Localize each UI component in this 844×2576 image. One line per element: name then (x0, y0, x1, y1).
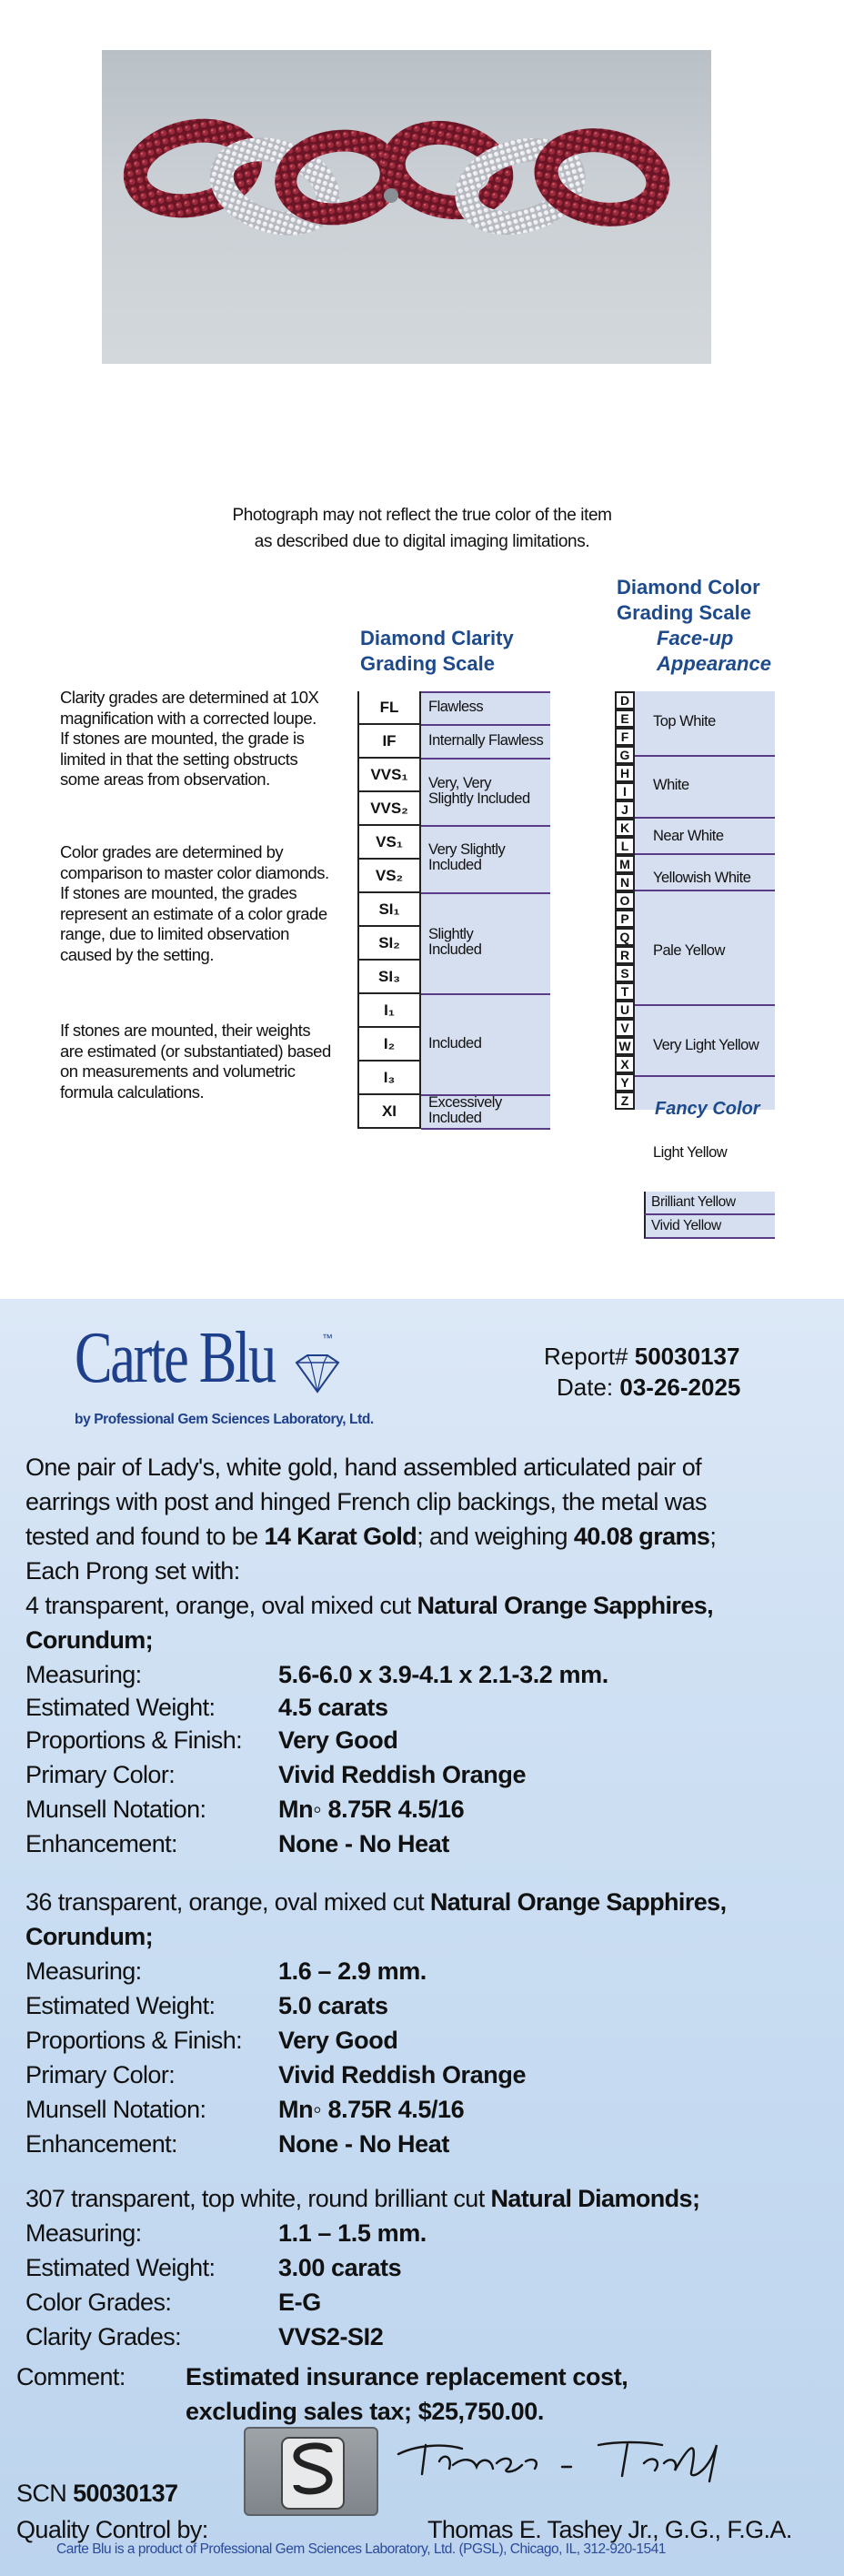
field-value: 4.5 carats (278, 1694, 388, 1721)
color-grade-letter: Y (615, 1073, 635, 1092)
clarity-row (357, 961, 550, 994)
lab-name: by Professional Gem Sciences Laboratory, Ltd. (75, 1412, 374, 1427)
clarity-row (357, 994, 550, 1028)
date-label: Date: (557, 1374, 614, 1401)
quality-seal-stamp (244, 2427, 378, 2516)
grade-cell: VS₁ (357, 826, 421, 860)
trademark-mark: ™ (322, 1332, 333, 1344)
color-grade-letter: J (615, 800, 635, 819)
color-label: White (653, 777, 689, 793)
report-number: 50030137 (634, 1343, 740, 1370)
grade-cell: I₁ (357, 994, 421, 1028)
color-label: Pale Yellow (653, 942, 725, 959)
description-line: tested and found to be 14 Karat Gold; and weighing 40.08 grams; (25, 1523, 717, 1550)
grade-cell: IF (357, 725, 421, 759)
field-label: Estimated Weight: (25, 1694, 216, 1721)
field-value: 1.6 – 2.9 mm. (278, 1957, 427, 1985)
fancy-color-title: Fancy Color (655, 1099, 760, 1119)
clarity-note: Clarity grades are determined at 10X magnification with a corrected loupe. If stones are mounted, the grade is limited in that the setting obstructs some areas from observation. (60, 688, 319, 789)
field-value: Mn◦ 8.75R 4.5/16 (278, 2096, 465, 2123)
field-label: Measuring: (25, 2219, 142, 2247)
fancy-grade: Brilliant Yellow (644, 1192, 775, 1215)
clarity-label: Flawless (428, 699, 484, 715)
grade-cell: SI₃ (357, 961, 421, 994)
grade-cell: I₃ (357, 1062, 421, 1095)
description-line: Each Prong set with: (25, 1557, 240, 1585)
signature (389, 2418, 735, 2500)
clarity-label: Very, Very Slightly Included (428, 775, 530, 807)
jewelry-photo (102, 50, 711, 364)
clarity-label: Excessively Included (428, 1094, 502, 1126)
photo-disclaimer (0, 502, 844, 555)
field-label: Enhancement: (25, 2130, 177, 2158)
color-grade-letter: N (615, 873, 635, 891)
color-grade-letter: E (615, 709, 635, 728)
field-value: Very Good (278, 2027, 398, 2054)
clarity-scale-table (357, 691, 550, 1129)
field-value: Vivid Reddish Orange (278, 2061, 527, 2088)
field-label: Measuring: (25, 1957, 142, 1985)
metal-karat: 14 Karat Gold (264, 1523, 417, 1550)
field-label: Proportions & Finish: (25, 2027, 243, 2054)
field-value: None - No Heat (278, 1830, 449, 1857)
color-label: Near White (653, 828, 724, 844)
diamond-icon (289, 1353, 346, 1395)
color-grade-letter: F (615, 728, 635, 746)
field-label: Munsell Notation: (25, 1796, 206, 1823)
qc-label: Quality Control by: (16, 2516, 208, 2543)
report-date: 03-26-2025 (619, 1374, 741, 1401)
color-label: Top White (653, 713, 716, 730)
seal-icon (246, 2429, 380, 2518)
total-weight: 40.08 grams (573, 1523, 710, 1550)
clarity-row (357, 1062, 550, 1095)
description-line: One pair of Lady's, white gold, hand assembled articulated pair of (25, 1454, 702, 1481)
footer-text: Carte Blu is a product of Professional Gem Sciences Laboratory, Ltd. (PGSL), Chicago, IL, 312-920-1541 (56, 2541, 666, 2557)
color-grade-letter: W (615, 1037, 635, 1055)
color-grade-letter: Z (615, 1092, 635, 1110)
clarity-label: Slightly Included (428, 926, 482, 958)
field-value: Vivid Reddish Orange (278, 1761, 527, 1788)
description-line: earrings with post and hinged French clip backings, the metal was (25, 1488, 707, 1515)
color-grade-letter: V (615, 1019, 635, 1037)
field-label: Color Grades: (25, 2289, 172, 2316)
comment-label: Comment: (16, 2363, 126, 2390)
grade-cell: VS₂ (357, 860, 421, 893)
color-grade-letter: G (615, 746, 635, 764)
comment-text: excluding sales tax; $25,750.00. (186, 2398, 544, 2425)
field-value: 1.1 – 1.5 mm. (278, 2219, 427, 2247)
field-label: Estimated Weight: (25, 2254, 216, 2281)
color-grade-letter: U (615, 1001, 635, 1019)
grade-cell: SI₁ (357, 893, 421, 927)
field-label: Proportions & Finish: (25, 1726, 243, 1754)
color-grade-letter: H (615, 764, 635, 782)
color-grade-letter: D (615, 691, 635, 709)
color-grade-letter: S (615, 964, 635, 982)
field-label: Measuring: (25, 1661, 142, 1688)
color-grade-letter: T (615, 982, 635, 1001)
signer-name: Thomas E. Tashey Jr., G.G., F.G.A. (427, 2516, 792, 2543)
field-label: Munsell Notation: (25, 2096, 206, 2123)
grade-cell: SI₂ (357, 927, 421, 961)
color-grade-letter: L (615, 837, 635, 855)
grade-cell: XI (357, 1095, 421, 1129)
carte-blu-logo: Carte Blu (75, 1318, 275, 1398)
comment-text: Estimated insurance replacement cost, (186, 2363, 628, 2390)
clarity-row (357, 893, 550, 927)
field-value: Very Good (278, 1726, 398, 1754)
field-label: Clarity Grades: (25, 2323, 182, 2350)
color-note: Color grades are determined by comparison to master color diamonds. If stones are mounted, the grades represent an estimate of a color grade range, due to limited observation caused by the setting. (60, 842, 329, 964)
color-grade-letter: O (615, 891, 635, 910)
color-grade-letter: P (615, 910, 635, 928)
grade-cell: I₂ (357, 1028, 421, 1062)
grade-cell: FL (357, 691, 421, 725)
field-value: E-G (278, 2289, 321, 2316)
field-label: Enhancement: (25, 1830, 177, 1857)
color-grade-letter: Q (615, 928, 635, 946)
scn: SCN 50030137 (16, 2480, 178, 2507)
field-value: Mn◦ 8.75R 4.5/16 (278, 1796, 465, 1823)
clarity-scale-title: Diamond Clarity Grading Scale (360, 627, 514, 675)
color-label: Yellowish White (653, 870, 751, 886)
stone2-heading-cont: Corundum; (25, 1923, 154, 1950)
caption-line: as described due to digital imaging limitations. (254, 532, 590, 551)
clarity-label: Included (428, 1035, 482, 1052)
field-value: 3.00 carats (278, 2254, 402, 2281)
grade-cell: VVS₂ (357, 792, 421, 826)
fancy-grade: Vivid Yellow (644, 1215, 775, 1239)
stone3-heading: 307 transparent, top white, round brilliant cut Natural Diamonds; (25, 2185, 700, 2212)
field-value: 5.0 carats (278, 1992, 388, 2019)
color-scale-title: Diamond Color Grading Scale (617, 576, 760, 624)
report-info (544, 1341, 740, 1403)
field-value: None - No Heat (278, 2130, 449, 2158)
color-label: Very Light Yellow (653, 1037, 759, 1053)
caption-line: Photograph may not reflect the true color of the item (232, 506, 612, 525)
stone2-heading: 36 transparent, orange, oval mixed cut Natural Orange Sapphires, (25, 1888, 727, 1916)
stone1-heading-cont: Corundum; (25, 1626, 154, 1654)
field-value: 5.6-6.0 x 3.9-4.1 x 2.1-3.2 mm. (278, 1661, 608, 1688)
field-label: Primary Color: (25, 1761, 176, 1788)
grade-cell: VVS₁ (357, 759, 421, 792)
color-grade-letter: M (615, 855, 635, 873)
report-label: Report# (544, 1343, 628, 1370)
field-value: VVS2-SI2 (278, 2323, 384, 2350)
clarity-label: Very Slightly Included (428, 841, 506, 873)
stone1-heading: 4 transparent, orange, oval mixed cut Natural Orange Sapphires, (25, 1592, 714, 1619)
color-grade-letter: R (615, 946, 635, 964)
earrings-image (102, 50, 711, 364)
weight-note: If stones are mounted, their weights are estimated (or substantiated) based on measurements and volumetric formula calculations. (60, 1021, 331, 1102)
color-grade-letter: I (615, 782, 635, 800)
field-label: Primary Color: (25, 2061, 176, 2088)
color-scale-subtitle: Face-up Appearance (657, 627, 771, 675)
color-grade-letter: X (615, 1055, 635, 1073)
field-label: Estimated Weight: (25, 1992, 216, 2019)
color-label: Light Yellow (653, 1144, 728, 1161)
scn-number: 50030137 (73, 2480, 178, 2507)
color-grade-letter: K (615, 819, 635, 837)
clarity-label: Internally Flawless (428, 732, 544, 749)
